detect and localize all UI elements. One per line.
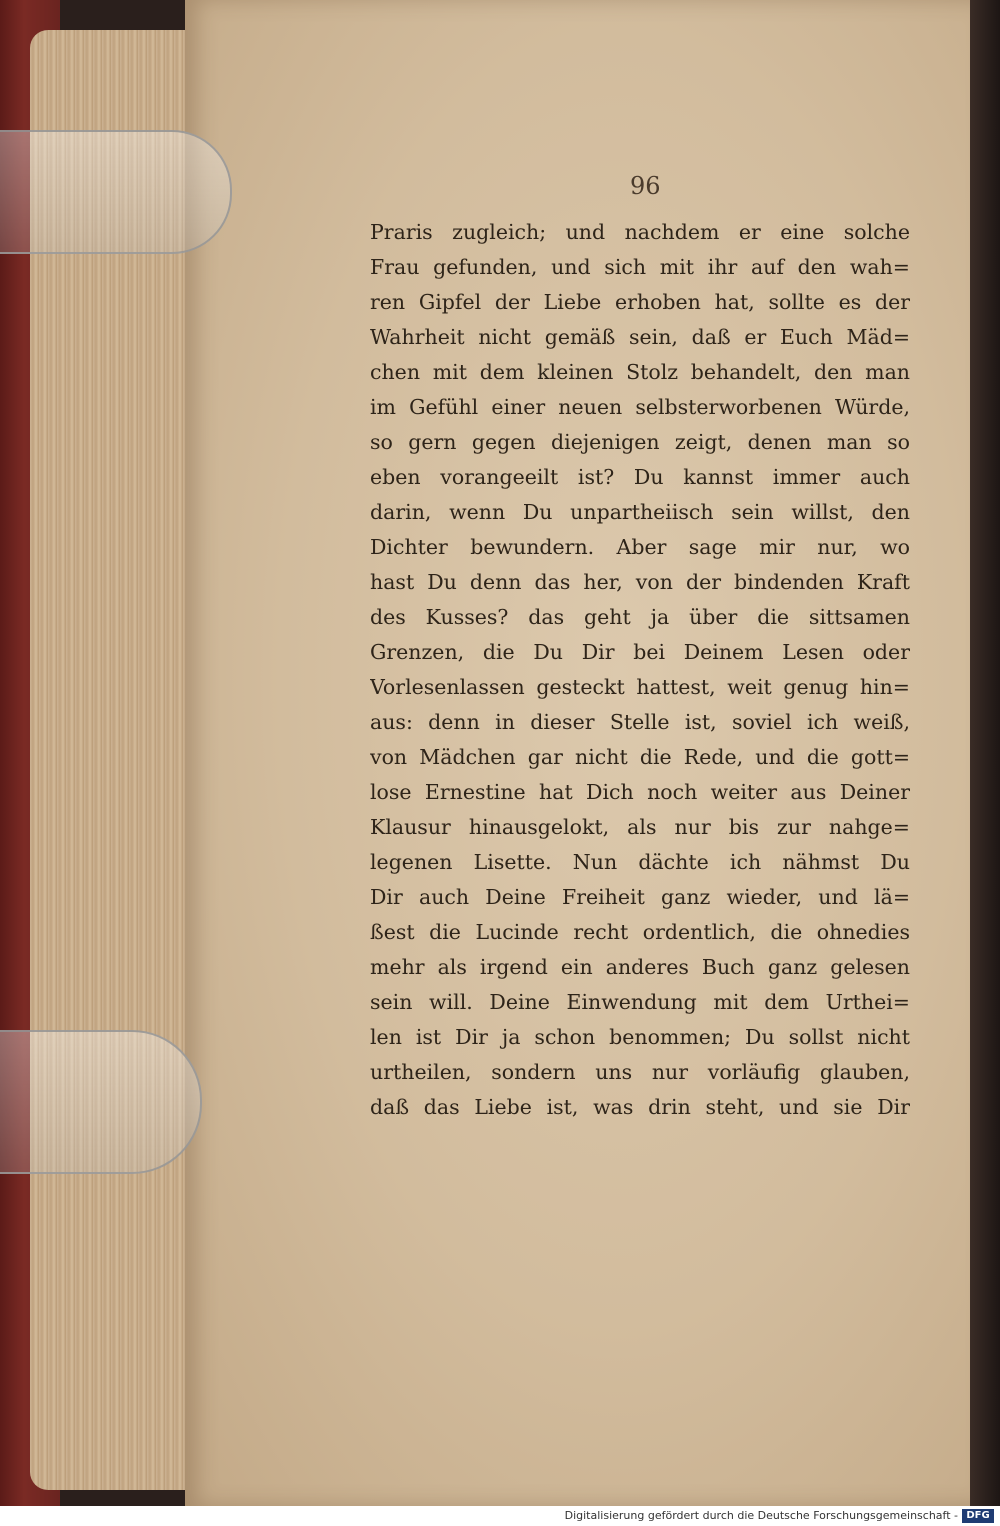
text-line: so gern gegen diejenigen zeigt, denen man so bbox=[370, 430, 910, 454]
text-line: im Gefühl einer neuen selbsterworbenen Würde, bbox=[370, 395, 910, 419]
text-line: hast Du denn das her, von der bindenden Kraft bbox=[370, 570, 910, 594]
glass-weight-top bbox=[0, 130, 232, 254]
text-line: sein will. Deine Einwendung mit dem Urthei= bbox=[370, 990, 910, 1014]
text-line: urtheilen, sondern uns nur vorläufig glauben, bbox=[370, 1060, 910, 1084]
text-line: chen mit dem kleinen Stolz behandelt, den man bbox=[370, 360, 910, 384]
text-line: darin, wenn Du unpartheiisch sein willst, den bbox=[370, 500, 910, 524]
text-line: Dir auch Deine Freiheit ganz wieder, und lä= bbox=[370, 885, 910, 909]
text-line: daß das Liebe ist, was drin steht, und sie Dir bbox=[370, 1095, 910, 1119]
text-line: aus: denn in dieser Stelle ist, soviel ich weiß, bbox=[370, 710, 910, 734]
text-line: Grenzen, die Du Dir bei Deinem Lesen oder bbox=[370, 640, 910, 664]
dfg-logo: DFG bbox=[962, 1509, 994, 1523]
text-line: mehr als irgend ein anderes Buch ganz gelesen bbox=[370, 955, 910, 979]
book-cover-right bbox=[970, 0, 1000, 1506]
text-line: lose Ernestine hat Dich noch weiter aus Deiner bbox=[370, 780, 910, 804]
text-line: von Mädchen gar nicht die Rede, und die gott= bbox=[370, 745, 910, 769]
text-line: len ist Dir ja schon benommen; Du sollst nicht bbox=[370, 1025, 910, 1049]
text-line: ßest die Lucinde recht ordentlich, die ohnedies bbox=[370, 920, 910, 944]
text-line: Praris zugleich; und nachdem er eine solche bbox=[370, 220, 910, 244]
footer-bar bbox=[0, 1506, 1000, 1526]
text-line: Wahrheit nicht gemäß sein, daß er Euch Mäd= bbox=[370, 325, 910, 349]
text-line: Frau gefunden, und sich mit ihr auf den wah= bbox=[370, 255, 910, 279]
text-line: Klausur hinausgelokt, als nur bis zur nahge= bbox=[370, 815, 910, 839]
text-line: Vorlesenlassen gesteckt hattest, weit genug hin= bbox=[370, 675, 910, 699]
glass-weight-bottom bbox=[0, 1030, 202, 1174]
funding-credit: Digitalisierung gefördert durch die Deutsche Forschungsgemeinschaft - bbox=[564, 1509, 958, 1522]
text-line: ren Gipfel der Liebe erhoben hat, sollte es der bbox=[370, 290, 910, 314]
body-text bbox=[370, 215, 910, 1125]
text-line: eben vorangeeilt ist? Du kannst immer auch bbox=[370, 465, 910, 489]
page-number: 96 bbox=[630, 172, 661, 200]
text-line: legenen Lisette. Nun dächte ich nähmst Du bbox=[370, 850, 910, 874]
text-line: Dichter bewundern. Aber sage mir nur, wo bbox=[370, 535, 910, 559]
text-line: des Kusses? das geht ja über die sittsamen bbox=[370, 605, 910, 629]
